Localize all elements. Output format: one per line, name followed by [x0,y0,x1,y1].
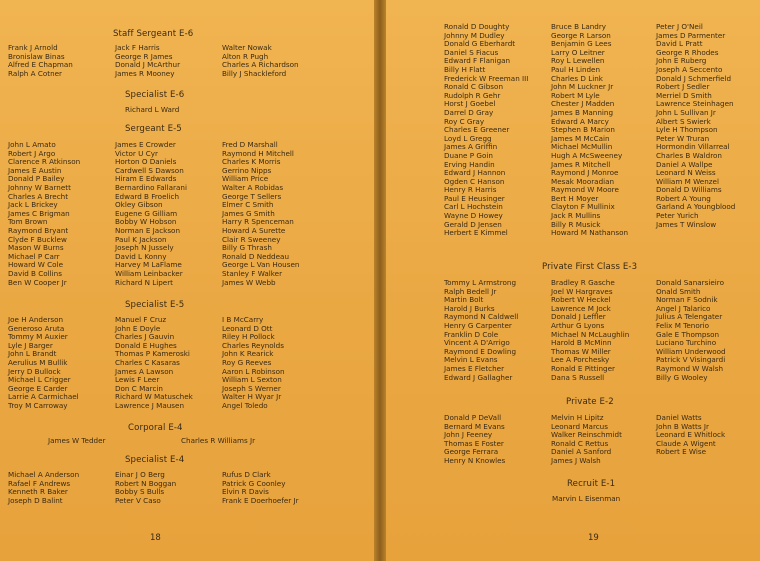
roster-name: Gale E Thompson [656,329,720,339]
roster-name: William Underwood [656,346,726,356]
roster-name: Harold B McMinn [551,338,612,348]
roster-name: Elvin R Davis [222,487,269,497]
roster-name: Lawrence M Jock [551,303,611,313]
roster-name: Riley H Pollock [222,332,275,342]
roster-name: Marvin L Eisenman [552,494,621,503]
roster-name: Joseph A Seccento [656,64,723,74]
roster-name: Ronald C Gibson [444,82,504,92]
roster-name: Ben W Cooper Jr [8,277,67,287]
roster-name: I B McCarry [222,315,264,324]
roster-name: Mesak Mooradian [551,176,615,186]
roster-name: Charles Reynolds [222,340,284,350]
roster-name: Charles D Link [551,73,603,83]
roster-name: Walter H Wyar Jr [222,392,282,402]
roster-name: Walter A Robidas [222,182,284,192]
name-column [656,279,726,382]
name-column [115,316,193,411]
roster-name: John E Ruberg [656,56,707,66]
roster-name: Frederick W Freeman III [444,73,529,83]
roster-name: Edward F Flanigan [444,56,511,66]
roster-name: Lee A Porchesky [551,355,610,365]
roster-name: Johnny M Dudley [444,30,505,40]
roster-name: John K Rearick [222,349,274,359]
roster-name: Peter J O'Neil [656,22,703,31]
roster-name: Thomas E Foster [444,438,504,448]
roster-name: Robert J Argo [8,148,56,158]
roster-name: Billy G Thrash [222,243,272,253]
roster-name: Leonard E Whitlock [656,430,726,440]
roster-name: Roy L Lewellen [551,56,605,66]
roster-name: Eugene G Gilliam [115,208,178,218]
roster-name: Daniel S Fiacus [444,47,499,57]
roster-name: Michael A Anderson [8,470,80,479]
roster-name: Johnny W Barnett [8,182,71,192]
roster-name: Leonard D Ott [222,323,273,333]
roster-name: Tommy M Auxier [8,332,68,342]
roster-name: Bernard M Evans [444,421,505,431]
roster-name: Carl L Hochstein [444,202,503,212]
roster-name: Elmer C Smith [222,200,274,210]
roster-name: Donald J Leffler [551,312,606,322]
roster-name: James D Parmenter [656,30,726,40]
page-number: 18 [150,533,161,543]
roster-name: Peter V Caso [115,495,161,505]
roster-name: Luciano Turchino [656,338,717,348]
roster-name: Lewis F Leer [115,375,160,385]
roster-name: Bobby S Bulls [115,487,165,497]
section-title: Recruit E-1 [567,479,616,489]
roster-name: Bert H Moyer [551,193,599,203]
roster-name: Edward J Gallagher [444,372,513,382]
roster-name: Howard A Surette [222,225,286,235]
roster-name: James W Tedder [48,436,106,445]
roster-name: Henry G Carpenter [444,320,512,330]
roster-name: Stanley F Walker [222,268,283,278]
roster-name: James J Walsh [551,455,601,465]
roster-name: Rudolph R Gehr [444,90,501,100]
roster-name: George Ferrara [444,447,499,457]
roster-name: Bernardino Fallarani [115,182,187,192]
roster-name: Chester J Madden [551,99,615,109]
roster-name: Leonard Marcus [551,421,608,431]
roster-name: Patrick G Coonley [222,478,286,488]
roster-name: James R Mooney [115,68,175,78]
roster-name: Robert E Wise [656,447,707,457]
roster-name: Michael L Crigger [8,375,71,385]
name-column [115,44,180,78]
roster-name: Charles R Williams Jr [181,436,256,445]
roster-name: Larrie A Carmichael [8,392,79,402]
name-column [8,44,73,78]
roster-name: Duane P Goin [444,150,493,160]
roster-name: Thomas P Kameroski [115,349,190,359]
roster-name: James A Griffin [444,142,498,152]
roster-name: Billy G Wooley [656,372,708,382]
roster-name: Franklin D Cole [444,329,499,339]
roster-name: Alfred E Chapman [8,60,73,70]
roster-name: Norman F Sodnik [656,295,718,305]
roster-name: Manuel F Cruz [115,315,167,324]
roster-name: Donald G Eberhardt [444,39,516,49]
roster-name: Tom Brown [8,217,48,227]
roster-name: Mason W Burns [8,243,64,253]
name-column [8,316,79,411]
roster-name: George T Sellers [222,191,282,201]
roster-name: John E Doyle [115,323,161,333]
roster-name: Daniel A Wallpe [656,159,713,169]
roster-name: Clyde F Bucklew [8,234,67,244]
roster-name: Clayton F Mullinix [551,202,615,212]
roster-name: Angel Toledo [222,400,268,410]
roster-name: Harvey M LaFlame [115,260,182,270]
roster-name: George E Carder [8,383,68,393]
roster-name: Harry R Spenceman [222,217,294,227]
roster-name: Okley Gibson [115,200,163,210]
roster-name: Erving Handin [444,159,495,169]
roster-name: Robert M Lyle [551,90,600,100]
roster-name: Stephen B Marion [551,125,615,135]
roster-name: Vincent A D'Arrigo [444,338,510,348]
roster-name: Horton O Daniels [115,157,177,167]
roster-name: Hiram E Edwards [115,174,177,184]
roster-name: James W Webb [222,277,276,287]
roster-name: John L Sullivan Jr [656,107,716,117]
roster-name: Claude A Wigent [656,438,716,448]
roster-name: Wayne D Howey [444,211,503,221]
roster-name: Lyle J Barger [8,340,53,350]
roster-name: Robert J Sedler [656,82,710,92]
roster-name: Gerrino Nipps [222,165,272,175]
roster-name: Hormondin Villarreal [656,142,730,152]
roster-name: Paul H Linden [551,64,601,74]
roster-name: Michael McMullin [551,142,613,152]
roster-name: Robert A Young [656,193,711,203]
roster-name: Thomas W Miller [551,346,611,356]
roster-name: Norman E Jackson [115,225,181,235]
roster-name: James E Crowder [115,140,176,149]
roster-name: Kenneth R Baker [8,487,68,497]
roster-name: Richard W Matuschek [115,392,193,402]
roster-name: Peter W Truran [656,133,710,143]
roster-name: Angel J Talarico [656,303,711,313]
roster-name: George R Larson [551,30,611,40]
roster-name: William L Sexton [222,375,282,385]
roster-name: Henry R Harris [444,185,497,195]
roster-name: Roy C Gray [444,116,485,126]
roster-name: Walker Reinschmidt [551,430,622,440]
roster-name: Joseph N Jussely [115,243,174,253]
roster-name: Clarence R Atkinson [8,157,81,167]
roster-name: James B Manning [551,107,614,117]
name-column [552,495,620,504]
roster-name: Martin Bolt [444,295,484,305]
roster-name: Bronislaw Binas [8,51,65,61]
name-column [551,23,628,238]
roster-name: Richard L Ward [125,105,180,114]
roster-name: Paul K Jackson [115,234,167,244]
roster-name: Onald Smith [656,286,701,296]
roster-name: Henry N Knowles [444,455,506,465]
roster-name: Michael P Carr [8,251,60,261]
roster-name: Herbert E Kimmel [444,228,508,238]
roster-name: Daniel Watts [656,413,702,422]
roster-name: Lawrence Steinhagen [656,99,734,109]
roster-name: George R James [115,51,173,61]
roster-name: Albert S Swierk [656,116,711,126]
roster-name: Leonard N Weiss [656,168,716,178]
roster-name: Donald P DeVall [444,413,502,422]
name-column [115,141,187,287]
roster-name: David L Pratt [656,39,703,49]
roster-name: Raymond H Mitchell [222,148,294,158]
name-column [48,437,105,446]
roster-name: Donald Sanarsieiro [656,278,724,287]
roster-name: Jack F Harris [115,43,160,52]
roster-name: Joe H Anderson [8,315,64,324]
roster-name: Ralph Bedell Jr [444,286,497,296]
roster-name: James E Austin [8,165,62,175]
roster-name: Melvin H Lipitz [551,413,604,422]
roster-name: Donald D Williams [656,185,722,195]
roster-name: Charles K Morris [222,157,281,167]
roster-name: Raymond W Moore [551,185,619,195]
roster-name: Bruce B Landry [551,22,607,31]
name-column [656,414,725,457]
roster-name: Julius A Telengater [656,312,723,322]
roster-name: Hugh A McSweeney [551,150,623,160]
roster-name: Ogden C Hanson [444,176,505,186]
roster-name: David B Collins [8,268,62,278]
roster-name: James A Lawson [115,366,174,376]
roster-name: Rafael F Andrews [8,478,71,488]
roster-name: Donald J McArthur [115,60,181,70]
section-title: Private E-2 [566,397,614,407]
name-column [551,279,629,382]
roster-name: Lyle H Thompson [656,125,718,135]
roster-name: Donald P Bailey [8,174,65,184]
name-column [115,471,176,505]
roster-name: Dana S Russell [551,372,605,382]
roster-name: Raymond N Caldwell [444,312,519,322]
roster-name: Paul E Heusinger [444,193,505,203]
roster-name: Darrel D Gray [444,107,494,117]
roster-name: James M McCain [551,133,610,143]
roster-name: Billy J Shackleford [222,68,287,78]
roster-name: Lawrence J Mausen [115,400,185,410]
name-column [444,23,528,238]
book-spine [374,0,386,561]
roster-name: Charles C Kasaras [115,357,180,367]
roster-name: Einar J O Berg [115,470,165,479]
roster-name: Raymond Bryant [8,225,69,235]
roster-name: Walter Nowak [222,43,272,52]
roster-name: Fred D Marshall [222,140,278,149]
name-column [181,437,255,446]
roster-name: Roy G Reeves [222,357,272,367]
roster-name: Donald E Hughes [115,340,177,350]
roster-name: David L Konny [115,251,167,261]
roster-name: Generoso Aruta [8,323,65,333]
roster-name: Frank E Doerhoefer Jr [222,495,299,505]
roster-name: Alton R Pugh [222,51,269,61]
roster-name: Robert N Boggan [115,478,177,488]
roster-name: James G Smith [222,208,275,218]
roster-name: Joseph D Balint [8,495,63,505]
section-staff-sergeant [0,0,374,90]
roster-name: Bobby W Hobson [115,217,177,227]
roster-name: Horst J Goebel [444,99,496,109]
roster-name: Howard M Nathanson [551,228,629,238]
roster-name: Ronald D Neddeau [222,251,289,261]
roster-name: Melvin L Evans [444,355,498,365]
roster-name: Harold J Burks [444,303,495,313]
roster-name: Robert W Heckel [551,295,611,305]
roster-name: William Leinbacker [115,268,183,278]
roster-name: Loyd L Gregg [444,133,492,143]
roster-name: Arthur G Lyons [551,320,605,330]
roster-name: John L Amato [8,140,56,149]
roster-name: Merriel D Smith [656,90,712,100]
roster-name: Edward J Hannon [444,168,506,178]
section-title: Specialist E-4 [125,455,185,465]
roster-name: William M Wenzel [656,176,719,186]
roster-name: Ronald C Rettus [551,438,609,448]
roster-name: Aerulius M Bullik [8,357,68,367]
roster-name: Billy R Musick [551,219,601,229]
name-column [8,471,79,505]
roster-name: George L Van Housen [222,260,300,270]
roster-name: Joseph S Werner [222,383,281,393]
roster-name: Howard W Cole [8,260,63,270]
section-title: Specialist E-6 [125,90,185,100]
section-title: Private First Class E-3 [542,262,638,272]
roster-name: Donald J Schmerfield [656,73,732,83]
roster-name: Joel W Hargraves [551,286,613,296]
roster-name: Ralph A Cotner [8,68,63,78]
section-title: Corporal E-4 [128,423,183,433]
roster-name: Jerry D Bullock [8,366,61,376]
section-title: Specialist E-5 [125,300,185,310]
right-page [386,0,760,561]
roster-name: Charles A Brecht [8,191,69,201]
roster-name: Cardwell S Dawson [115,165,184,175]
roster-name: William Price [222,174,269,184]
roster-name: Peter Yurich [656,211,699,221]
roster-name: John B Watts Jr [656,421,709,431]
name-column [222,316,285,411]
roster-name: Ronald D Doughty [444,22,510,31]
roster-name: Troy M Carroway [8,400,68,410]
roster-name: Ronald E Pittinger [551,363,615,373]
roster-name: Victor U Cyr [115,148,158,158]
name-column [444,414,505,466]
roster-name: James C Brigman [8,208,70,218]
roster-name: Gerald D Jensen [444,219,502,229]
roster-name: Rufus D Clark [222,470,271,479]
section-title: Sergeant E-5 [125,124,182,134]
roster-name: Charles B Waldron [656,150,722,160]
roster-name: John J Feeney [444,430,493,440]
roster-name: James R Mitchell [551,159,611,169]
roster-name: George R Rhodes [656,47,719,57]
name-column [444,279,518,382]
name-column [656,23,735,229]
roster-name: Larry O Leitner [551,47,605,57]
roster-name: Aaron L Robinson [222,366,285,376]
roster-name: John L Brandt [8,349,57,359]
roster-name: Patrick V Visingardi [656,355,726,365]
roster-name: Frank J Arnold [8,43,58,52]
roster-name: Garland A Youngblood [656,202,736,212]
roster-name: Daniel A Sanford [551,447,612,457]
roster-name: Raymond E Dowling [444,346,517,356]
roster-name: Billy H Flatt [444,64,486,74]
left-page [0,0,374,561]
roster-name: Don C Marcin [115,383,163,393]
roster-name: Raymond J Monroe [551,168,619,178]
roster-name: Clair R Sweeney [222,234,281,244]
roster-name: Raymond W Walsh [656,363,724,373]
name-column [8,141,80,287]
roster-name: Charles J Gauvin [115,332,175,342]
roster-name: Jack R Mullins [551,211,601,221]
roster-name: Edward B Froelich [115,191,180,201]
roster-name: James E Fletcher [444,363,505,373]
roster-name: Edward A Marcy [551,116,609,126]
roster-name: Michael N McLaughlin [551,329,630,339]
name-column [222,44,299,78]
roster-name: Charles A Richardson [222,60,299,70]
roster-name: Charles E Greener [444,125,510,135]
roster-name: Tommy L Armstrong [444,278,517,287]
name-column [222,471,299,505]
roster-name: Benjamin G Lees [551,39,612,49]
name-column [551,414,622,466]
page-number: 19 [588,533,599,543]
roster-name: Richard N Lipert [115,277,173,287]
roster-name: John M Luckner Jr [551,82,614,92]
roster-name: Felix M Tenorio [656,320,710,330]
name-column [222,141,299,287]
section-title: Staff Sergeant E-6 [113,29,194,39]
name-column [125,106,179,115]
roster-name: Bradley R Gasche [551,278,615,287]
roster-name: Jack L Brickey [8,200,58,210]
roster-name: James T Winslow [656,219,717,229]
